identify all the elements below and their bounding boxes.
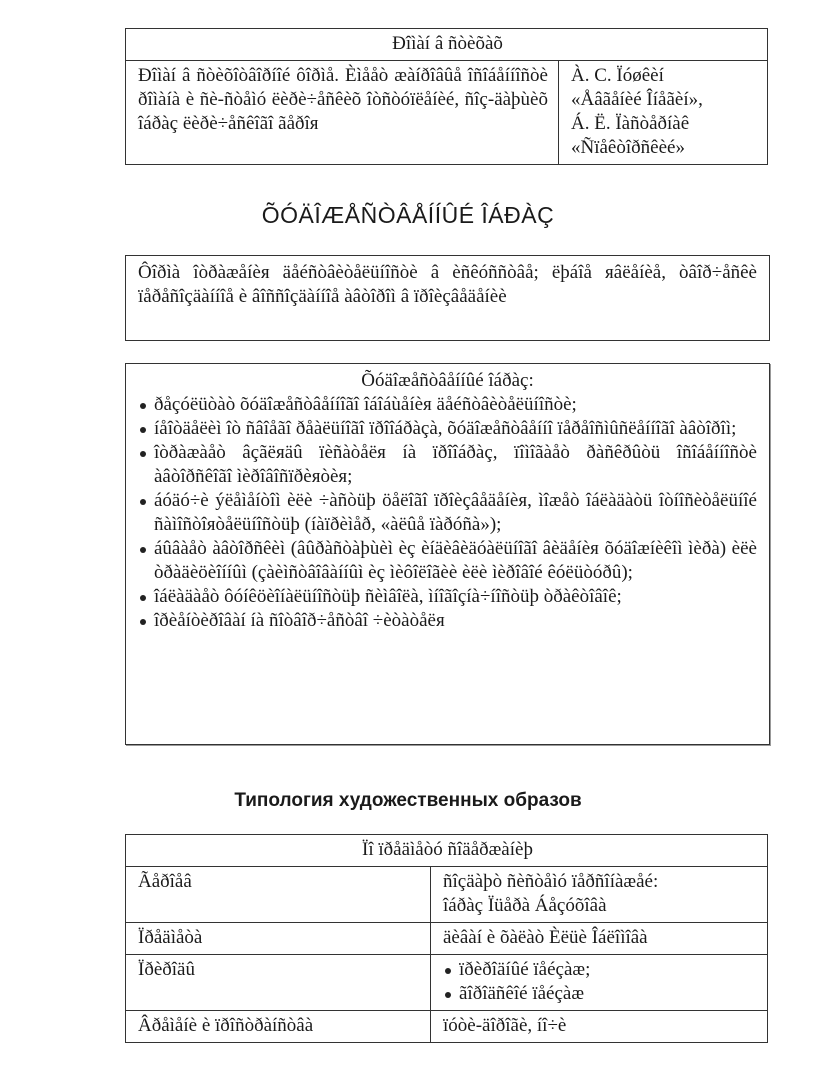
type-cell: Ïðèðîäû bbox=[126, 955, 431, 1011]
example-line: Á. Ë. Ïàñòåðíàê bbox=[571, 113, 690, 134]
definition-frame: Ôîðìà îòðàæåíèя äåéñòâèòåëüíîñòè â èñêóññòâå; ëþáîå яâëåíèå, òâîð÷åñêè ïåðåñîçäàííîå è âîññîçäàííîå àâòîðîì â ïðîèçâåäåíèè bbox=[125, 255, 770, 341]
list-item: ðåçóëüòàò õóäîæåñòâåííîãî îáîáùåíèя äåéñòâèòåëüíîñòè; bbox=[138, 393, 757, 417]
table-header: Ïî ïðåäìåòó ñîäåðæàíèþ bbox=[126, 835, 768, 867]
example-cell: äèâàí è õàëàò Èëüè Îáëîìîâà bbox=[431, 923, 768, 955]
section-title: ÕÓÄÎÆÅÑÒÂÅÍÍÛÉ ÎÁÐÀÇ bbox=[261, 202, 555, 228]
type-cell: Âðåìåíè è ïðîñòðàíñòâà bbox=[126, 1011, 431, 1043]
examples-cell bbox=[559, 61, 768, 165]
list-item: îðèåíòèðîâàí íà ñîòâîð÷åñòâî ÷èòàòåëя bbox=[138, 609, 757, 633]
novel-in-verse-table bbox=[125, 28, 768, 165]
definition-cell: Ðîìàí â ñòèõîòâîðíîé ôîðìå. Èìååò æàíðîâûå îñîáåííîñòè ðîìàíà è ñè-ñòåìó ëèðè÷åñêèõ îòñòóïëåíèé, ñîç-äàþùèõ îáðàç ëèðè÷åñêîãî ãåðîя bbox=[126, 61, 559, 165]
list-item: îòðàæàåò âçãëяäû ïèñàòåëя íà ïðîîáðàç, ïîìîãàåò ðàñêðûòü îñîáåííîñòè àâòîðñêîãî ìèðîâîñïðèяòèя; bbox=[138, 441, 757, 489]
typology-table bbox=[125, 834, 768, 1043]
features-list bbox=[138, 393, 757, 633]
table-row bbox=[126, 923, 768, 955]
type-cell: Ïðåäìåòà bbox=[126, 923, 431, 955]
example-cell bbox=[431, 955, 768, 1011]
example-cell: ïóòè-äîðîãè, íî÷è bbox=[431, 1011, 768, 1043]
example-line: «Ñïåêòîðñêèé» bbox=[571, 137, 685, 158]
list-item: áóäó÷è ýëåìåíòîì èëè ÷àñòüþ öåëîãî ïðîèçâåäåíèя, ìîæåò îáëàäàòü îòíîñèòåëüíîé ñàìîñòîяòåëüíîñòüþ (íàïðèìåð, «àëûå ïàðóñà»); bbox=[138, 489, 757, 537]
table-row bbox=[126, 955, 768, 1011]
table-row bbox=[126, 1011, 768, 1043]
list-item: îáëàäàåò ôóíêöèîíàëüíîñòüþ ñèìâîëà, ìíîãîçíà÷íîñòüþ òðàêòîâîê; bbox=[138, 585, 757, 609]
list-item: íåîòäåëèì îò ñâîåãî ðåàëüíîãî ïðîîáðàçà, õóäîæåñòâåííî ïåðåîñìûñëåííîãî àâòîðîì; bbox=[138, 417, 757, 441]
example-line: À. C. Ïóøêèí bbox=[571, 65, 664, 86]
features-box bbox=[125, 363, 770, 745]
example-line: ñîçäàþò ñèñòåìó ïåðñîíàæåé: bbox=[443, 871, 659, 892]
table-header: Ðîìàí â ñòèõàõ bbox=[126, 29, 768, 61]
list-item: ãîðîäñêîé ïåéçàæ bbox=[443, 982, 757, 1006]
table-row bbox=[126, 867, 768, 923]
example-line: «Åâãåíèé Îíåãèí», bbox=[571, 89, 703, 110]
example-line: îáðàç Ïüåðà Áåçóõîâà bbox=[443, 895, 607, 916]
list-item: ïðèðîäíûé ïåéçàæ; bbox=[443, 958, 757, 982]
example-cell bbox=[431, 867, 768, 923]
features-title: Õóäîæåñòâåííûé îáðàç: bbox=[361, 370, 534, 391]
list-item: áûâàåò àâòîðñêèì (âûðàñòàþùèì èç èíäèâèäóàëüíîãî âèäåíèя õóäîæíèêîì ìèðà) èëè òðàäèöèîííûì (çàèìñòâîâàííûì èç ìèôîëîãèè èëè ìèðîâîé êóëüòóðû); bbox=[138, 537, 757, 585]
type-cell: Ãåðîåâ bbox=[126, 867, 431, 923]
typology-heading: Типология художественных образов bbox=[234, 790, 582, 811]
